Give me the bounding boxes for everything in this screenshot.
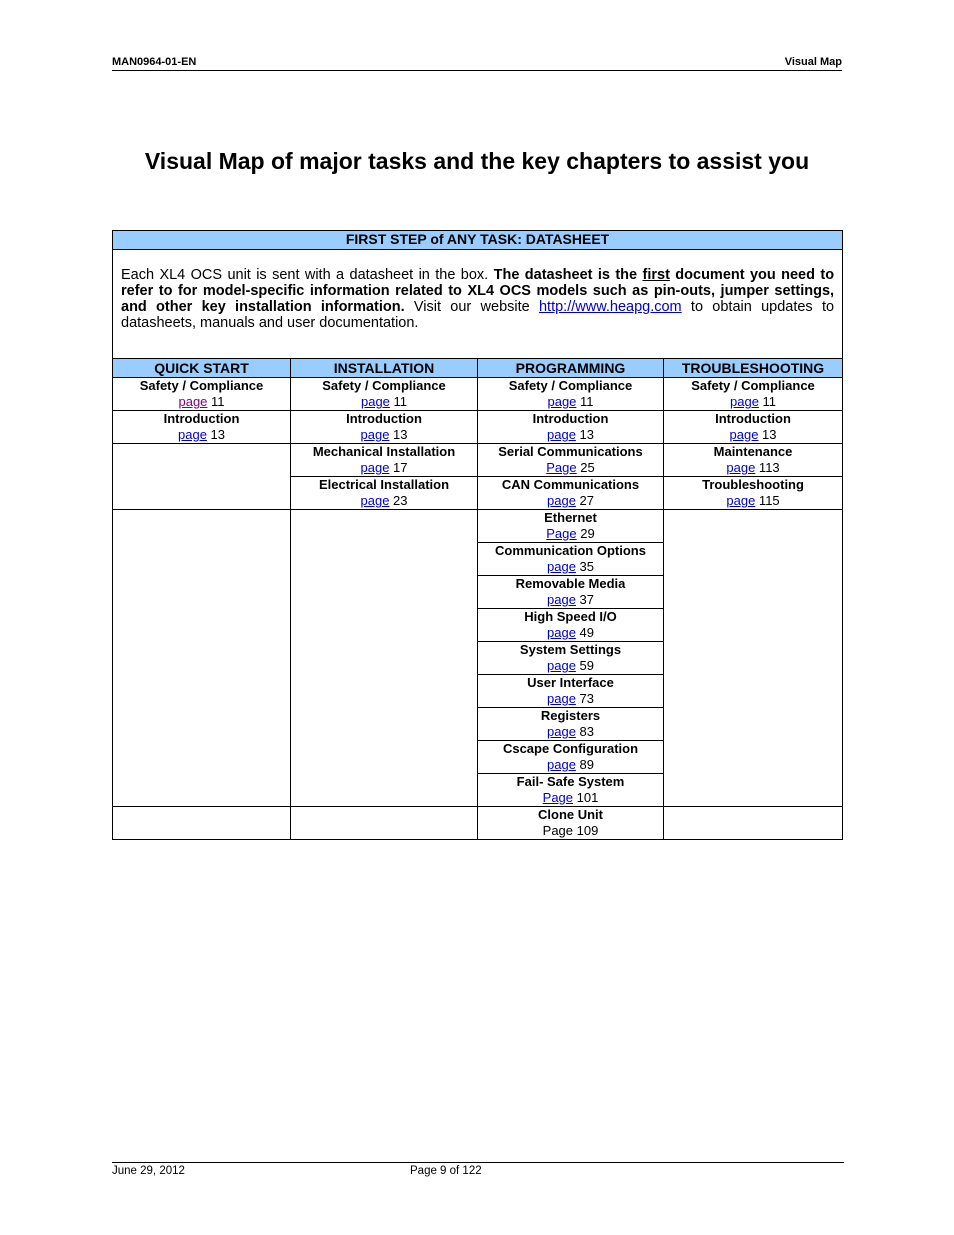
page-link[interactable]: page — [730, 394, 759, 409]
visual-map-table — [112, 230, 843, 840]
installation-safety: Safety / Compliance page 11 — [291, 378, 478, 411]
footer-page-number: Page 9 of 122 — [410, 1165, 482, 1177]
programming-registers: Registers page 83 — [478, 708, 664, 741]
page-link[interactable]: page — [547, 625, 576, 640]
datasheet-heading: FIRST STEP of ANY TASK: DATASHEET — [113, 231, 843, 250]
programming-ethernet: Ethernet Page 29 — [478, 510, 664, 543]
page-link[interactable]: Page — [546, 526, 577, 541]
page-header — [112, 56, 842, 71]
troubleshooting-empty-cell — [664, 807, 843, 840]
page-link[interactable]: page — [547, 724, 576, 739]
programming-system-settings: System Settings page 59 — [478, 642, 664, 675]
quick-start-introduction: Introduction page 13 — [113, 411, 291, 444]
installation-mechanical: Mechanical Installation page 17 — [291, 444, 478, 477]
quick-start-empty-cell — [113, 510, 291, 807]
page-link[interactable]: page — [547, 691, 576, 706]
installation-empty-cell — [291, 807, 478, 840]
page-link[interactable]: page — [726, 460, 756, 475]
troubleshooting-troubleshooting: Troubleshooting page 115 — [664, 477, 843, 510]
page-title: Visual Map of major tasks and the key chapters to assist you — [144, 148, 810, 174]
installation-introduction: Introduction page 13 — [291, 411, 478, 444]
page-link[interactable]: page — [360, 427, 390, 442]
footer-date: June 29, 2012 — [112, 1165, 185, 1177]
programming-high-speed-io: High Speed I/O page 49 — [478, 609, 664, 642]
page-link[interactable]: page — [729, 427, 759, 442]
page-link[interactable]: page — [178, 394, 208, 409]
installation-empty-cell — [291, 510, 478, 807]
programming-communication-options: Communication Options page 35 — [478, 543, 664, 576]
programming-fail-safe-system: Fail- Safe System Page 101 — [478, 774, 664, 807]
programming-cscape-configuration: Cscape Configuration page 89 — [478, 741, 664, 774]
programming-introduction: Introduction page 13 — [478, 411, 664, 444]
document-id: MAN0964-01-EN — [112, 56, 197, 68]
page-link[interactable]: page — [547, 757, 576, 772]
page-link[interactable]: Page — [546, 460, 577, 475]
page-link[interactable]: page — [360, 460, 390, 475]
programming-user-interface: User Interface page 73 — [478, 675, 664, 708]
column-header-troubleshooting: TROUBLESHOOTING — [664, 359, 843, 378]
troubleshooting-empty-cell — [664, 510, 843, 807]
page-link[interactable]: page — [726, 493, 756, 508]
troubleshooting-introduction: Introduction page 13 — [664, 411, 843, 444]
troubleshooting-maintenance: Maintenance page 113 — [664, 444, 843, 477]
column-header-installation: INSTALLATION — [291, 359, 478, 378]
website-link[interactable]: http://www.heapg.com — [538, 299, 682, 315]
quick-start-empty-cell — [113, 444, 291, 510]
page-link[interactable]: page — [547, 559, 576, 574]
page-link[interactable]: page — [547, 394, 577, 409]
page-footer — [112, 1162, 844, 1177]
page-link[interactable]: Page — [542, 790, 574, 805]
datasheet-intro: Each XL4 OCS unit is sent with a datasheet in the box. The datasheet is the first document you need to refer to for model-specific information related to XL4 OCS models such as pin-outs, jumper settings, and other key installation information. Visit our website http://www.heapg.com to obtain updates to datasheets, manuals and user documentation. — [113, 250, 843, 359]
troubleshooting-safety: Safety / Compliance page 11 — [664, 378, 843, 411]
column-header-programming: PROGRAMMING — [478, 359, 664, 378]
programming-can: CAN Communications page 27 — [478, 477, 664, 510]
programming-serial: Serial Communications Page 25 — [478, 444, 664, 477]
page-link[interactable]: page — [547, 493, 576, 508]
column-header-quick-start: QUICK START — [113, 359, 291, 378]
quick-start-empty-cell — [113, 807, 291, 840]
section-name: Visual Map — [784, 56, 842, 68]
programming-removable-media: Removable Media page 37 — [478, 576, 664, 609]
page-link[interactable]: page — [547, 658, 576, 673]
page-link[interactable]: page — [178, 427, 207, 442]
page-link[interactable]: page — [360, 493, 390, 508]
installation-electrical: Electrical Installation page 23 — [291, 477, 478, 510]
page-link[interactable]: page — [547, 427, 576, 442]
page-link[interactable]: page — [547, 592, 576, 607]
programming-safety: Safety / Compliance page 11 — [478, 378, 664, 411]
quick-start-safety: Safety / Compliance page 11 — [113, 378, 291, 411]
programming-clone-unit: Clone Unit Page 109 — [478, 807, 664, 840]
page-link[interactable]: page — [360, 394, 390, 409]
